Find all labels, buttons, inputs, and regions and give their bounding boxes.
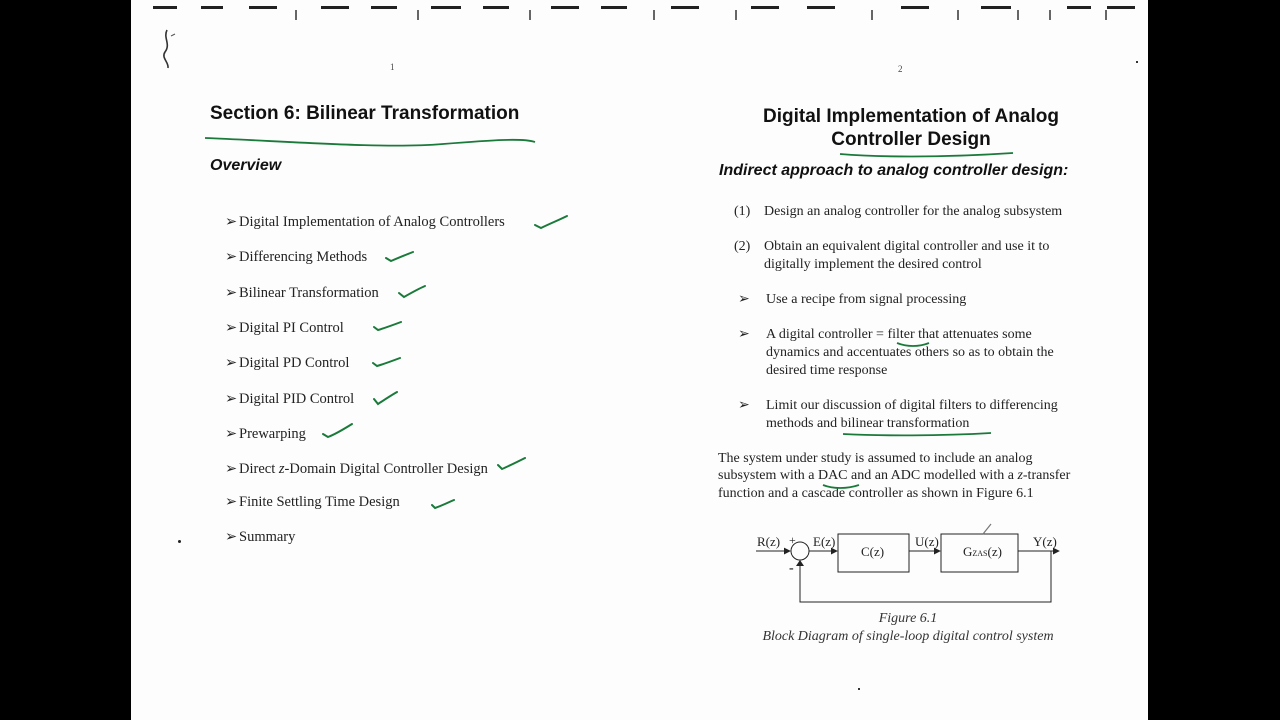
checkmark-icon xyxy=(396,284,430,302)
bullet-arrow-icon: ➢ xyxy=(225,214,238,230)
bullet-arrow-icon: ➢ xyxy=(738,327,750,342)
bilinear-underline-annotation xyxy=(841,430,993,440)
page-number-left: 1 xyxy=(390,62,395,72)
bullet-arrow-icon: ➢ xyxy=(225,426,238,442)
bullet-arrow-icon: ➢ xyxy=(738,398,750,413)
right-title-line2: Controller Design xyxy=(831,129,991,150)
numbered-item-1-text: Design an analog controller for the analog subsystem xyxy=(764,204,1063,219)
list-item: ➢ Prewarping xyxy=(225,426,306,442)
bullet-text: methods and bilinear transformation xyxy=(766,416,970,431)
section-title: Section 6: Bilinear Transformation xyxy=(210,103,520,124)
checkmark-icon xyxy=(383,249,417,267)
list-item: ➢ Digital PI Control xyxy=(225,320,344,336)
scan-dot xyxy=(178,540,181,543)
checkmark-icon xyxy=(371,390,401,410)
plant-label: GZAS(z) xyxy=(963,544,1002,559)
overview-heading: Overview xyxy=(210,157,282,174)
list-item: ➢ Digital PID Control xyxy=(225,391,355,407)
list-item: ➢ Bilinear Transformation xyxy=(225,285,379,301)
bullet-arrow-icon: ➢ xyxy=(225,355,238,371)
list-item: ➢ Digital PD Control xyxy=(225,355,350,371)
controller-label: C(z) xyxy=(861,544,885,559)
list-item: ➢ Differencing Methods xyxy=(225,249,368,265)
paragraph-line: function and a cascade controller as shown in Figure 6.1 xyxy=(718,486,1034,501)
checkmark-icon xyxy=(320,422,356,442)
scan-dot xyxy=(858,688,860,690)
feedback-arrowhead xyxy=(796,560,804,566)
numbered-item-2-text: Obtain an equivalent digital controller and use it to xyxy=(764,239,1050,254)
list-item: ➢ Summary xyxy=(225,529,296,545)
dac-underline-annotation xyxy=(821,482,861,492)
plus-sign: + xyxy=(789,533,796,547)
numbered-item-1-num: (1) xyxy=(734,204,751,219)
input-label: R(z) xyxy=(757,534,781,549)
figure-caption: Block Diagram of single-loop digital control system xyxy=(762,629,1054,644)
control-label: U(z) xyxy=(915,534,939,549)
checkmark-icon xyxy=(531,214,571,234)
bullet-arrow-icon: ➢ xyxy=(225,391,238,407)
error-label: E(z) xyxy=(813,534,836,549)
bullet-arrow-icon: ➢ xyxy=(225,529,238,545)
checkmark-icon xyxy=(370,355,404,373)
scan-dot xyxy=(1136,61,1138,63)
bullet-text: A digital controller = filter that attenuates some xyxy=(766,327,1032,342)
title-underline-annotation xyxy=(837,148,1017,162)
bullet-arrow-icon: ➢ xyxy=(225,494,238,510)
bullet-arrow-icon: ➢ xyxy=(738,292,750,307)
bullet-text: desired time response xyxy=(766,363,888,378)
checkmark-icon xyxy=(371,319,405,337)
numbered-item-2-text: digitally implement the desired control xyxy=(764,257,982,272)
numbered-item-2-num: (2) xyxy=(734,239,751,254)
block-diagram xyxy=(751,520,1071,610)
bullet-text: Use a recipe from signal processing xyxy=(766,292,967,307)
list-item: ➢ Direct z-Domain Digital Controller Design xyxy=(225,461,488,477)
pen-mark xyxy=(983,524,991,534)
page-number-right: 2 xyxy=(898,64,903,74)
figure-number: Figure 6.1 xyxy=(878,611,938,626)
checkmark-icon xyxy=(495,456,529,476)
scan-mark xyxy=(159,26,181,72)
list-item: ➢ Finite Settling Time Design xyxy=(225,494,400,510)
subheading: Indirect approach to analog controller design: xyxy=(719,162,1069,179)
checkmark-icon xyxy=(429,496,459,514)
bullet-text: dynamics and accentuates others so as to obtain the xyxy=(766,345,1054,360)
bullet-arrow-icon: ➢ xyxy=(225,249,238,265)
list-item: ➢ Digital Implementation of Analog Controllers xyxy=(225,214,505,230)
output-label: Y(z) xyxy=(1033,534,1057,549)
paragraph-line: subsystem with a DAC and an ADC modelled with a z-transfer xyxy=(718,468,1071,483)
title-underline-annotation xyxy=(203,132,543,152)
bullet-text: Limit our discussion of digital filters to differencing xyxy=(766,398,1058,413)
filter-underline-annotation xyxy=(895,340,931,350)
bullet-arrow-icon: ➢ xyxy=(225,285,238,301)
document-sheet xyxy=(131,0,1148,720)
paragraph-line: The system under study is assumed to include an analog xyxy=(718,451,1033,466)
bullet-arrow-icon: ➢ xyxy=(225,461,238,477)
minus-sign: - xyxy=(789,561,794,576)
bullet-arrow-icon: ➢ xyxy=(225,320,238,336)
right-title-line1: Digital Implementation of Analog xyxy=(763,106,1059,127)
